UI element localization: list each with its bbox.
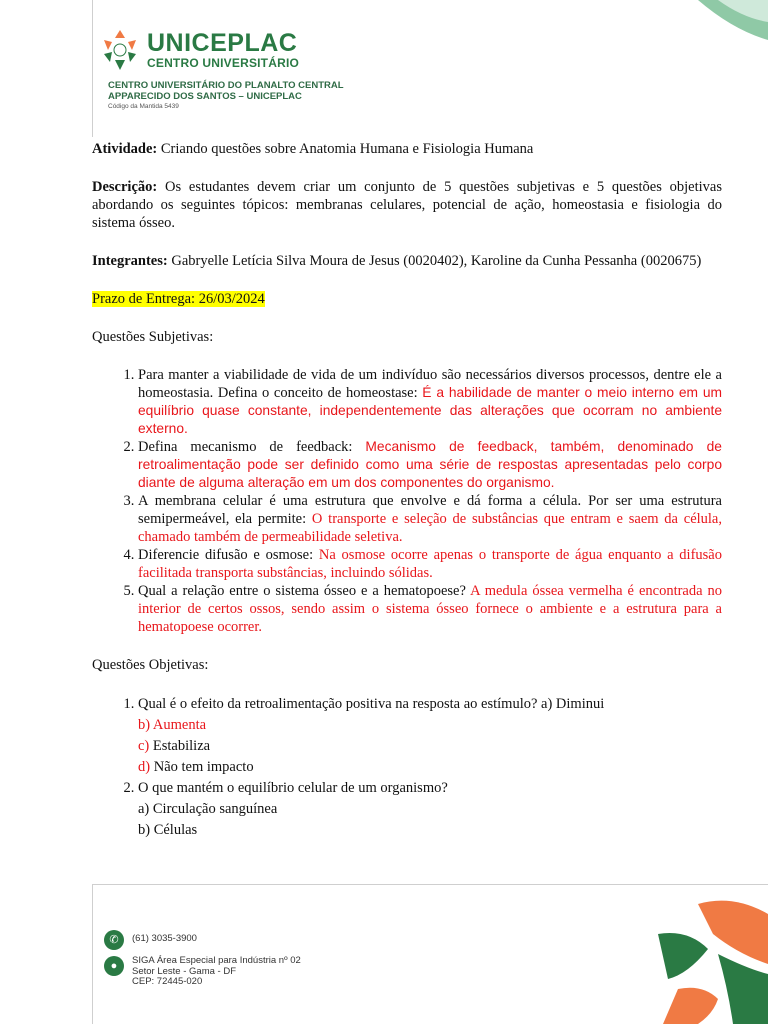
footer-side-line: [92, 884, 93, 1024]
institution-line-2: APPARECIDO DOS SANTOS – UNICEPLAC: [108, 91, 302, 102]
footer-divider-line: [92, 884, 768, 885]
list-item: [138, 438, 722, 492]
question-text: A membrana celular é uma estrutura que envolve e dá forma a célula. Por ser uma estrutura semipermeável, ela permite:: [138, 493, 722, 527]
footer-address-line-2: Setor Leste - Gama - DF: [132, 965, 237, 977]
footer-contact: [104, 930, 301, 994]
subjetivas-list: [92, 366, 722, 636]
list-item: [138, 694, 722, 778]
objetivas-title: Questões Objetivas:: [92, 657, 209, 673]
header-divider-line: [92, 0, 93, 137]
integrantes-text: Gabryelle Letícia Silva Moura de Jesus (0020402), Karoline da Cunha Pessanha (0020675): [167, 253, 702, 269]
question-text: O que mantém o equilíbrio celular de um organismo?: [138, 780, 448, 796]
answer-text: A medula óssea vermelha é encontrada no interior de certos ossos, sendo assim o sistema ósseo fornece o ambiente e a estrutura para a hematopoese ocorrer.: [138, 583, 722, 635]
descricao-label: Descrição:: [92, 179, 158, 195]
option-a: a) Circulação sanguínea: [138, 801, 278, 817]
answer-text: É a habilidade de manter o meio interno em um equilíbrio quase constante, independentemente das alterações que ocorram no ambiente externo.: [138, 385, 723, 436]
question-text: Qual a relação entre o sistema ósseo e a hematopoese?: [138, 583, 471, 599]
brand-name: UNICEPLAC: [147, 29, 298, 57]
brand-subtitle: CENTRO UNIVERSITÁRIO: [147, 56, 300, 70]
descricao-text: Os estudantes devem criar um conjunto de 5 questões subjetivas e 5 questões objetivas abordando os seguintes tópicos: membranas celulares, potencial de ação, homeostasia e fisiologia do sistema ósseo.: [92, 179, 722, 231]
question-text: Defina mecanismo de feedback:: [138, 439, 366, 455]
footer-phone: (61) 3035-3900: [132, 933, 197, 944]
list-item: [138, 366, 722, 438]
location-pin-icon: ●: [104, 956, 124, 976]
question-text: Qual é o efeito da retroalimentação positiva na resposta ao estímulo? a) Diminui: [138, 696, 605, 712]
question-text: Diferencie difusão e osmose:: [138, 547, 319, 563]
footer-address: [132, 956, 301, 988]
option-d-text: Não tem impacto: [150, 759, 254, 775]
footer-address-line-1: SIGA Área Especial para Indústria nº 02: [132, 955, 301, 966]
objetivas-list: [92, 694, 722, 841]
atividade-text: Criando questões sobre Anatomia Humana e Fisiologia Humana: [157, 141, 534, 157]
option-d-letter: d): [138, 759, 151, 775]
option-b: b) Aumenta: [138, 717, 207, 733]
prazo-paragraph: [92, 290, 722, 308]
integrantes-paragraph: [92, 252, 722, 270]
brand-block: [147, 30, 299, 70]
phone-icon: ✆: [104, 930, 124, 950]
question-text: Para manter a viabilidade de vida de um indivíduo são necessários diversos processos, dentre ele a homeostasia. Defina o conceito de homeostase:: [138, 367, 722, 401]
option-d: [138, 757, 722, 778]
list-item: [138, 778, 722, 841]
prazo-highlight: Prazo de Entrega: 26/03/2024: [92, 291, 265, 307]
institution-block: [108, 80, 344, 111]
subjetivas-title: Questões Subjetivas:: [92, 329, 214, 345]
answer-text: Mecanismo de feedback, também, denominado de retroalimentação pode ser definido como uma série de respostas apresentadas pelo corpo diante de alguma alteração em um dos componentes do organismo.: [138, 439, 722, 490]
institution-code: Código da Mantida 5439: [108, 103, 179, 110]
list-item: [138, 582, 722, 636]
footer-address-row: [104, 956, 301, 988]
answer-text: Na osmose ocorre apenas o transporte de água enquanto a difusão facilitada transporta substâncias, incluindo sólidas.: [138, 547, 722, 581]
integrantes-label: Integrantes:: [92, 253, 168, 269]
decorative-corner-top: [698, 0, 768, 40]
atividade-paragraph: [92, 140, 722, 158]
option-b: b) Células: [138, 822, 198, 838]
option-c: [138, 736, 722, 757]
list-item: [138, 546, 722, 582]
decorative-flower-bottom: [658, 894, 768, 1024]
footer-address-line-3: CEP: 72445-020: [132, 976, 203, 987]
document-body: [92, 140, 722, 841]
list-item: [138, 492, 722, 546]
footer-phone-row: [104, 930, 301, 950]
option-c-letter: c): [138, 738, 150, 754]
descricao-paragraph: [92, 178, 722, 232]
uniceplac-logo-icon: [100, 28, 140, 72]
option-c-text: Estabiliza: [149, 738, 211, 754]
answer-text: O transporte e seleção de substâncias que entram e saem da célula, chamado também de permeabilidade seletiva.: [138, 511, 722, 545]
institution-line-1: CENTRO UNIVERSITÁRIO DO PLANALTO CENTRAL: [108, 80, 344, 91]
atividade-label: Atividade:: [92, 141, 158, 157]
